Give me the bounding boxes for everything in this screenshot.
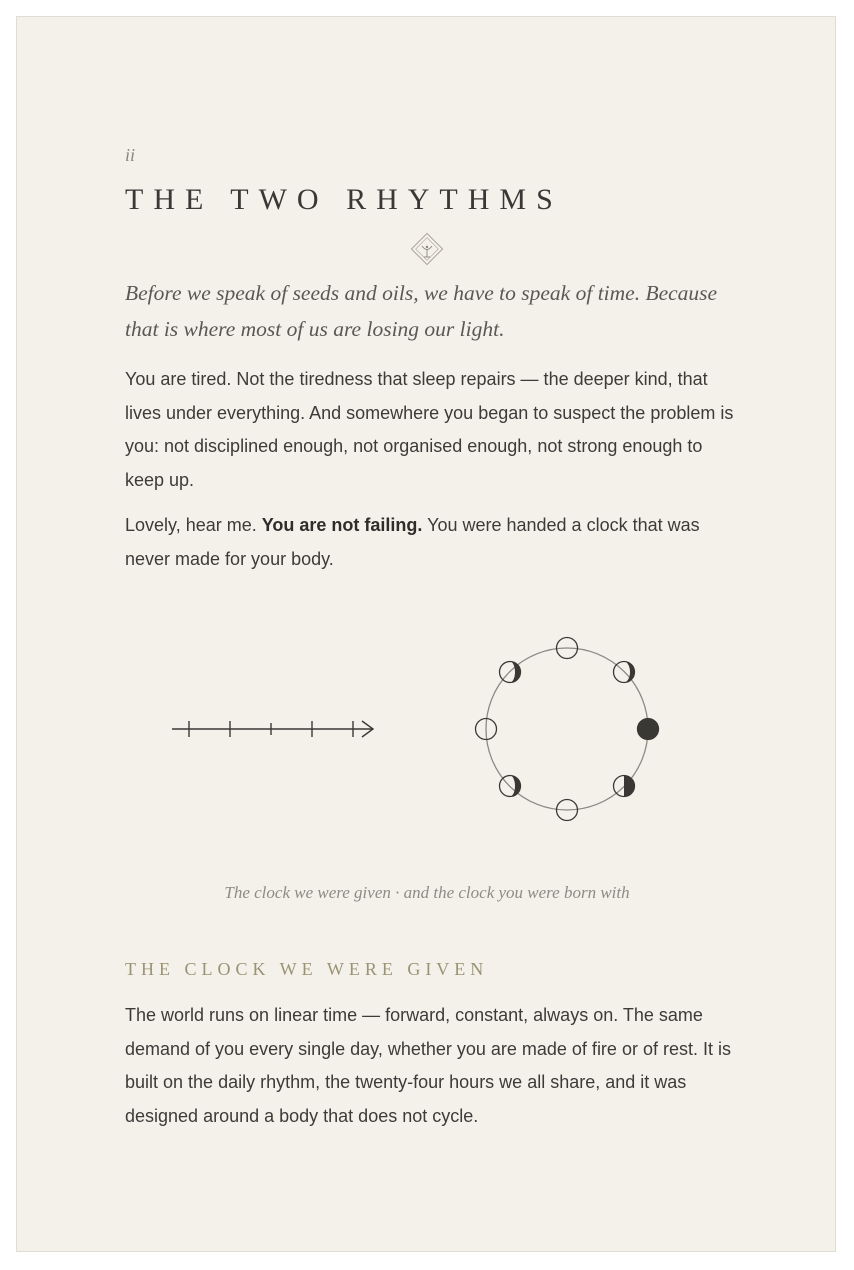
figure-caption: The clock we were given · and the clock you were born with: [224, 883, 630, 902]
full-moon-icon: [638, 719, 659, 740]
diamond-ornament-icon: [409, 231, 445, 267]
bold-text: You are not failing.: [261, 515, 423, 535]
chapter-title: THE TWO RHYTHMS: [125, 183, 563, 216]
body-paragraph: You are tired. Not the tiredness that sleep repairs — the deeper kind, that lives under everything. And somewhere you began to suspect the problem is you: not disciplined enough, not organised enough, not strong enough to keep up.: [125, 369, 734, 490]
text-run: You were handed a clock that was never made for your body.: [125, 515, 700, 569]
half-moon-icon: [614, 776, 635, 797]
chapter-numeral: ii: [125, 145, 136, 165]
moon-phase-circle-icon: [476, 638, 659, 821]
text-run: Lovely, hear me.: [125, 515, 262, 535]
book-page: [16, 16, 836, 1252]
section-body: The world runs on linear time — forward, constant, always on. The same demand of you every single day, whether you are made of fire or of rest. It is built on the daily rhythm, the twenty-four hours we all share, and it was designed around a body that does not cycle.: [125, 1005, 731, 1126]
linear-timeline-arrow-icon: [172, 721, 373, 737]
chapter-lede: Before we speak of seeds and oils, we have to speak of time. Because that is where most of us are losing our light.: [125, 281, 718, 341]
two-rhythms-diagram: [157, 627, 677, 837]
body-paragraph-emphasis: [125, 509, 745, 576]
section-heading: THE CLOCK WE WERE GIVEN: [125, 959, 489, 979]
